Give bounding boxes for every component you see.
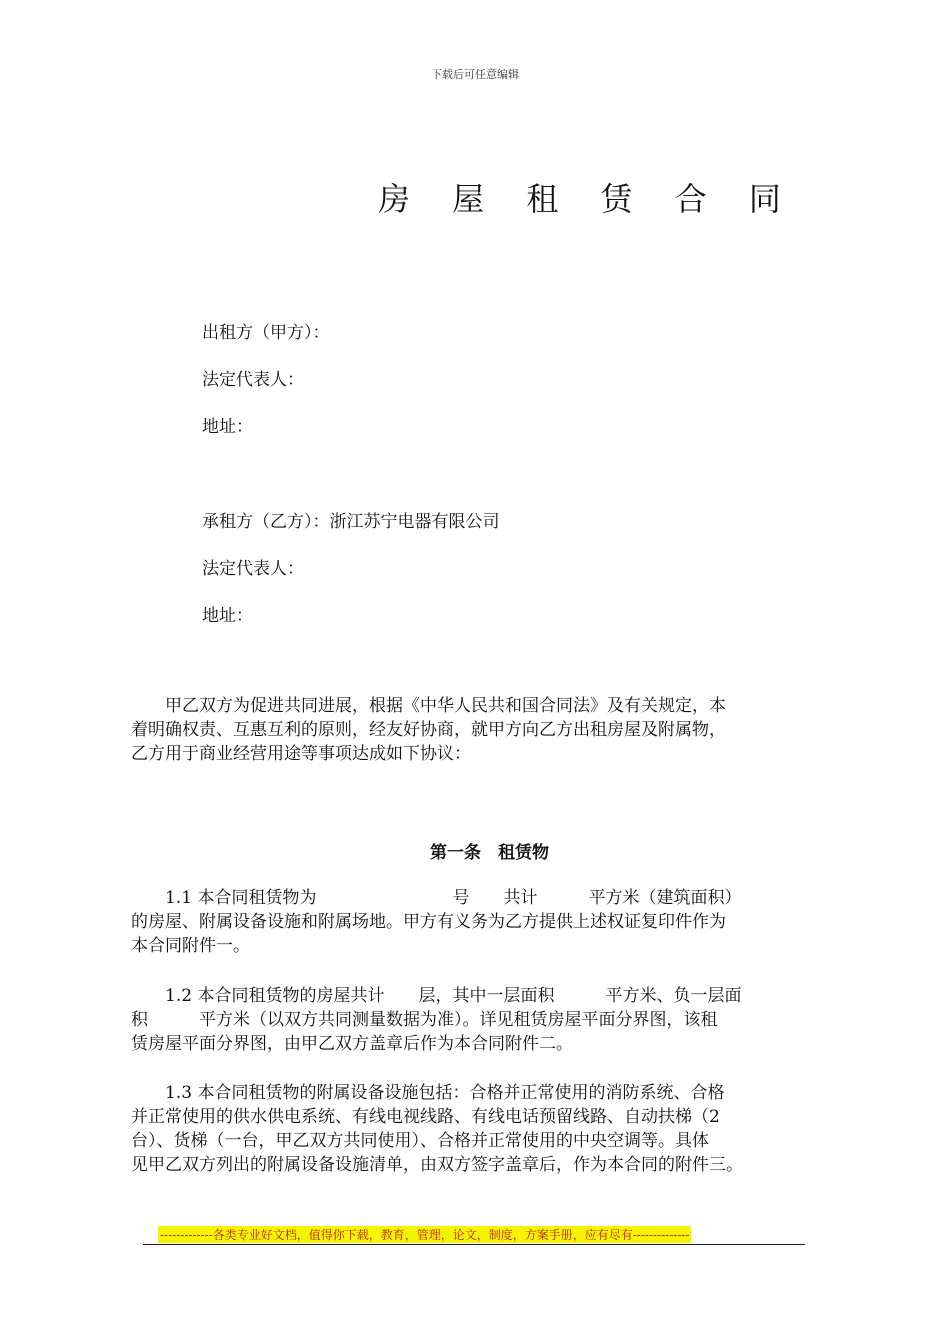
clause-line: 见甲乙双方列出的附属设备设施清单，由双方签字盖章后，作为本合同的附件三。 — [131, 1155, 743, 1175]
header-note: 下载后可任意编辑 — [431, 68, 519, 81]
clause-line: 1.3 本合同租赁物的附属设备设施包括：合格并正常使用的消防系统、合格 — [131, 1083, 725, 1103]
clause-line: 台）、货梯（一台，甲乙双方共同使用）、合格并正常使用的中央空调等。具体 — [131, 1131, 709, 1151]
lessee-name-label: 承租方（乙方）：浙江苏宁电器有限公司 — [202, 512, 500, 532]
preamble-line: 甲乙双方为促进共同进展，根据《中华人民共和国合同法》及有关规定，本 — [131, 696, 726, 716]
clause-1-1 — [131, 886, 803, 958]
clause-line: 1.2 本合同租赁物的房屋共计 层，其中一层面积 平方米、负一层面 — [131, 986, 742, 1006]
lessee-addr-label: 地址： — [202, 606, 253, 626]
clause-line: 的房屋、附属设备设施和附属场地。甲方有义务为乙方提供上述权证复印件作为 — [131, 912, 726, 932]
preamble-line: 着明确权责、互惠互利的原则，经友好协商，就甲方向乙方出租房屋及附属物， — [131, 720, 726, 740]
preamble-line: 乙方用于商业经营用途等事项达成如下协议： — [131, 744, 471, 764]
clause-1-2 — [131, 984, 803, 1056]
lessor-rep-label: 法定代表人： — [202, 370, 304, 390]
lessor-addr-label: 地址： — [202, 417, 253, 437]
clause-line: 本合同附件一。 — [131, 936, 250, 956]
clause-line: 赁房屋平面分界图，由甲乙双方盖章后作为本合同附件二。 — [131, 1034, 573, 1054]
clause-line: 并正常使用的供水供电系统、有线电视线路、有线电话预留线路、自动扶梯（2 — [131, 1107, 720, 1127]
footer-banner: -------------各类专业好文档，值得你下载，教育，管理，论文，制度，方案手册，应有尽有-------------- — [160, 1228, 690, 1242]
contract-title: 房 屋 租 赁 合 同 — [378, 180, 797, 218]
lessee-rep-label: 法定代表人： — [202, 559, 304, 579]
clause-1-3 — [131, 1081, 803, 1177]
preamble-paragraph — [131, 694, 803, 766]
article-1-title: 第一条 租赁物 — [430, 843, 549, 863]
clause-line: 1.1 本合同租赁物为 号 共计 平方米（建筑面积） — [131, 888, 742, 908]
lessor-name-label: 出租方（甲方）： — [202, 323, 330, 343]
footer-divider — [143, 1244, 805, 1245]
clause-line: 积 平方米（以双方共同测量数据为准）。详见租赁房屋平面分界图，该租 — [131, 1010, 718, 1030]
